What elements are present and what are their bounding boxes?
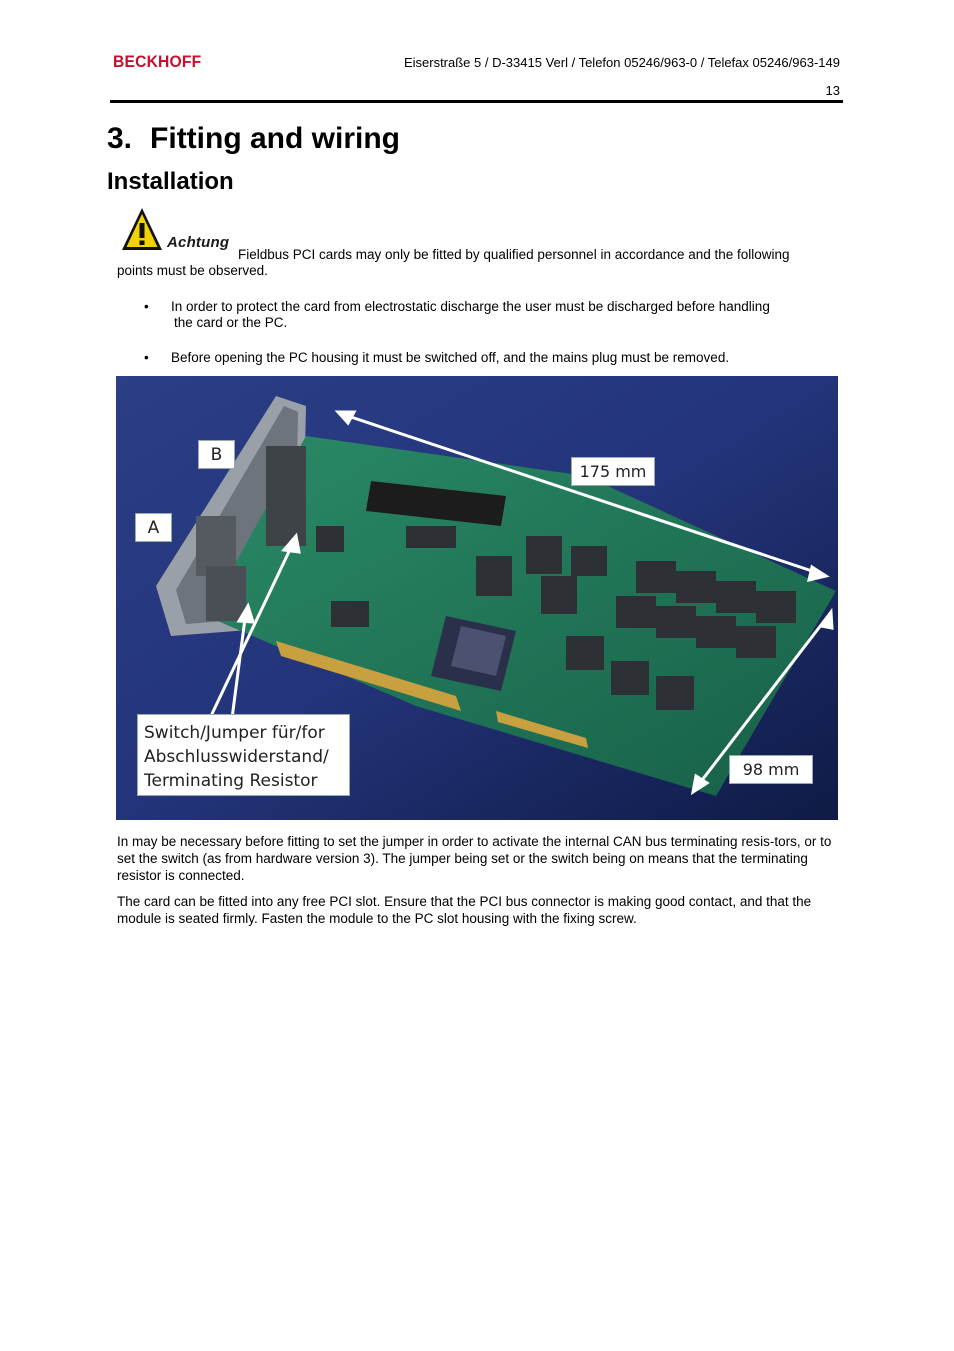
switch-label-line2: Abschlusswiderstand/ xyxy=(144,747,329,767)
section-title: Fitting and wiring xyxy=(150,122,400,155)
bullet-1-line1: In order to protect the card from electrostatic discharge the user must be discharged before handling xyxy=(171,299,770,314)
section-heading xyxy=(107,122,400,156)
bullet-2-line1: Before opening the PC housing it must be switched off, and the mains plug must be removed. xyxy=(171,350,730,365)
jumper-paragraph: In may be necessary before fitting to set the jumper in order to activate the internal CAN bus terminating resis-tors, or to set the switch (as from hardware version 3). The jumper being set or the switch being on means that the terminating resistor is connected. xyxy=(117,834,832,883)
figure-label-a: A xyxy=(135,513,172,542)
achtung-label: Achtung xyxy=(167,234,230,251)
figure-length-label: 175 mm xyxy=(571,457,655,486)
switch-label-line1: Switch/Jumper für/for xyxy=(144,723,325,743)
bullet-dot: • xyxy=(144,350,149,365)
switch-jumper-label xyxy=(137,714,350,796)
bullet-dot: • xyxy=(144,299,149,314)
page-number: 13 xyxy=(825,83,840,98)
figure-label-b: B xyxy=(198,440,235,469)
warning-text-line1: Fieldbus PCI cards may only be fitted by qualified personnel in accordance and the following xyxy=(238,247,790,262)
bullet-1-line2: the card or the PC. xyxy=(174,315,288,330)
header-address: Eiserstraße 5 / D-33415 Verl / Telefon 05246/963-0 / Telefax 05246/963-149 xyxy=(403,55,840,70)
beckhoff-logo: BECKHOFF xyxy=(113,52,202,71)
section-number: 3. xyxy=(107,122,133,155)
figure-height-label: 98 mm xyxy=(729,755,813,784)
warning-triangle-icon xyxy=(120,206,164,252)
switch-label-line3: Terminating Resistor xyxy=(144,771,318,791)
subsection-heading: Installation xyxy=(107,168,234,195)
slot-paragraph: The card can be fitted into any free PCI slot. Ensure that the PCI bus connector is making good contact, and that the module is seated firmly. Fasten the module to the PC slot housing with the fixing screw. xyxy=(117,894,812,926)
header-rule xyxy=(110,100,843,103)
warning-text-line2: points must be observed. xyxy=(117,263,268,278)
